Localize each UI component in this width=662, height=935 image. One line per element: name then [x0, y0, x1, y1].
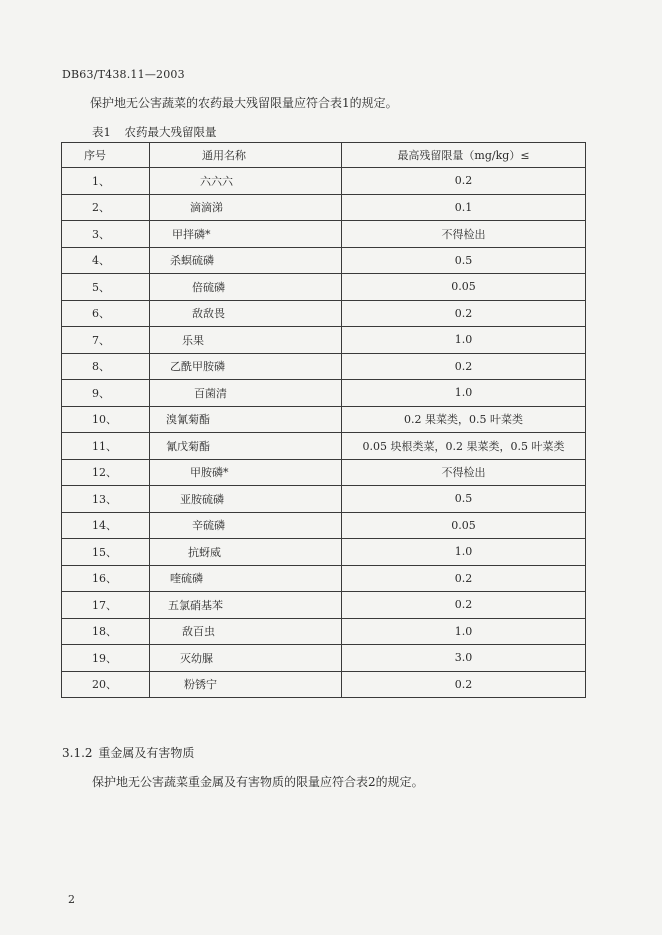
section-heading [62, 744, 196, 761]
header-common-name: 通用名称 [150, 143, 342, 168]
row-pesticide-name: 六六六 [150, 168, 342, 195]
row-serial-number: 7、 [62, 327, 150, 354]
row-serial-number: 5、 [62, 274, 150, 301]
row-serial-number: 19、 [62, 645, 150, 672]
row-serial-number: 4、 [62, 247, 150, 274]
row-serial-number: 3、 [62, 221, 150, 248]
table-body [62, 168, 586, 698]
row-serial-number: 6、 [62, 300, 150, 327]
row-pesticide-name: 百菌清 [150, 380, 342, 407]
table-row [62, 380, 586, 407]
row-residue-limit: 3.0 [342, 645, 586, 672]
row-serial-number: 20、 [62, 671, 150, 698]
row-residue-limit: 0.2 果菜类，0.5 叶菜类 [342, 406, 586, 433]
table-row [62, 168, 586, 195]
row-residue-limit: 不得检出 [342, 221, 586, 248]
row-serial-number: 17、 [62, 592, 150, 619]
row-serial-number: 16、 [62, 565, 150, 592]
header-serial-number: 序号 [62, 143, 150, 168]
header-max-residue-limit: 最高残留限量（mg/kg）≤ [342, 143, 586, 168]
row-residue-limit: 不得检出 [342, 459, 586, 486]
table-row [62, 592, 586, 619]
row-pesticide-name: 倍硫磷 [150, 274, 342, 301]
row-pesticide-name: 甲拌磷* [150, 221, 342, 248]
row-pesticide-name: 甲胺磷* [150, 459, 342, 486]
row-pesticide-name: 抗蚜威 [150, 539, 342, 566]
table-row [62, 300, 586, 327]
table-row [62, 221, 586, 248]
row-pesticide-name: 溴氰菊酯 [150, 406, 342, 433]
table-row [62, 539, 586, 566]
table-title: 农药最大残留限量 [124, 125, 217, 139]
row-pesticide-name: 敌敌畏 [150, 300, 342, 327]
row-residue-limit: 0.2 [342, 671, 586, 698]
row-serial-number: 13、 [62, 486, 150, 513]
table-row [62, 247, 586, 274]
table-row [62, 274, 586, 301]
row-serial-number: 10、 [62, 406, 150, 433]
table-row [62, 565, 586, 592]
table-header-row [62, 143, 586, 168]
row-serial-number: 18、 [62, 618, 150, 645]
row-residue-limit: 0.2 [342, 300, 586, 327]
row-residue-limit: 0.5 [342, 486, 586, 513]
table-row [62, 671, 586, 698]
row-pesticide-name: 杀螟硫磷 [150, 247, 342, 274]
row-residue-limit: 0.2 [342, 353, 586, 380]
table-row [62, 327, 586, 354]
table-row [62, 433, 586, 460]
row-pesticide-name: 氰戊菊酯 [150, 433, 342, 460]
table-row [62, 406, 586, 433]
table-caption [92, 124, 226, 140]
row-serial-number: 14、 [62, 512, 150, 539]
table-row [62, 645, 586, 672]
row-serial-number: 8、 [62, 353, 150, 380]
row-residue-limit: 1.0 [342, 618, 586, 645]
row-pesticide-name: 灭幼脲 [150, 645, 342, 672]
section-title: 重金属及有害物质 [98, 746, 195, 760]
row-serial-number: 1、 [62, 168, 150, 195]
row-pesticide-name: 乐果 [150, 327, 342, 354]
row-pesticide-name: 乙酰甲胺磷 [150, 353, 342, 380]
row-residue-limit: 0.2 [342, 565, 586, 592]
document-code: DB63/T438.11—2003 [62, 68, 185, 81]
pesticide-residue-table [61, 142, 586, 698]
row-residue-limit: 0.05 [342, 512, 586, 539]
row-residue-limit: 0.2 [342, 168, 586, 195]
row-pesticide-name: 亚胺硫磷 [150, 486, 342, 513]
row-pesticide-name: 滴滴涕 [150, 194, 342, 221]
row-serial-number: 11、 [62, 433, 150, 460]
row-residue-limit: 0.05 块根类菜，0.2 果菜类，0.5 叶菜类 [342, 433, 586, 460]
table-row [62, 486, 586, 513]
row-residue-limit: 0.05 [342, 274, 586, 301]
row-serial-number: 2、 [62, 194, 150, 221]
page-number: 2 [68, 893, 75, 906]
row-residue-limit: 0.1 [342, 194, 586, 221]
row-serial-number: 12、 [62, 459, 150, 486]
table-row [62, 512, 586, 539]
row-pesticide-name: 粉锈宁 [150, 671, 342, 698]
row-serial-number: 9、 [62, 380, 150, 407]
section-number: 3.1.2 [62, 746, 93, 760]
row-serial-number: 15、 [62, 539, 150, 566]
table-row [62, 353, 586, 380]
table-label: 表1 [92, 125, 111, 139]
row-pesticide-name: 敌百虫 [150, 618, 342, 645]
row-residue-limit: 0.5 [342, 247, 586, 274]
row-residue-limit: 1.0 [342, 327, 586, 354]
row-residue-limit: 0.2 [342, 592, 586, 619]
row-pesticide-name: 喹硫磷 [150, 565, 342, 592]
intro-sentence: 保护地无公害蔬菜的农药最大残留限量应符合表1的规定。 [90, 96, 398, 110]
table-row [62, 194, 586, 221]
row-residue-limit: 1.0 [342, 380, 586, 407]
table-row [62, 459, 586, 486]
table-row [62, 618, 586, 645]
row-pesticide-name: 辛硫磷 [150, 512, 342, 539]
section-paragraph: 保护地无公害蔬菜重金属及有害物质的限量应符合表2的规定。 [92, 775, 424, 789]
row-residue-limit: 1.0 [342, 539, 586, 566]
row-pesticide-name: 五氯硝基苯 [150, 592, 342, 619]
